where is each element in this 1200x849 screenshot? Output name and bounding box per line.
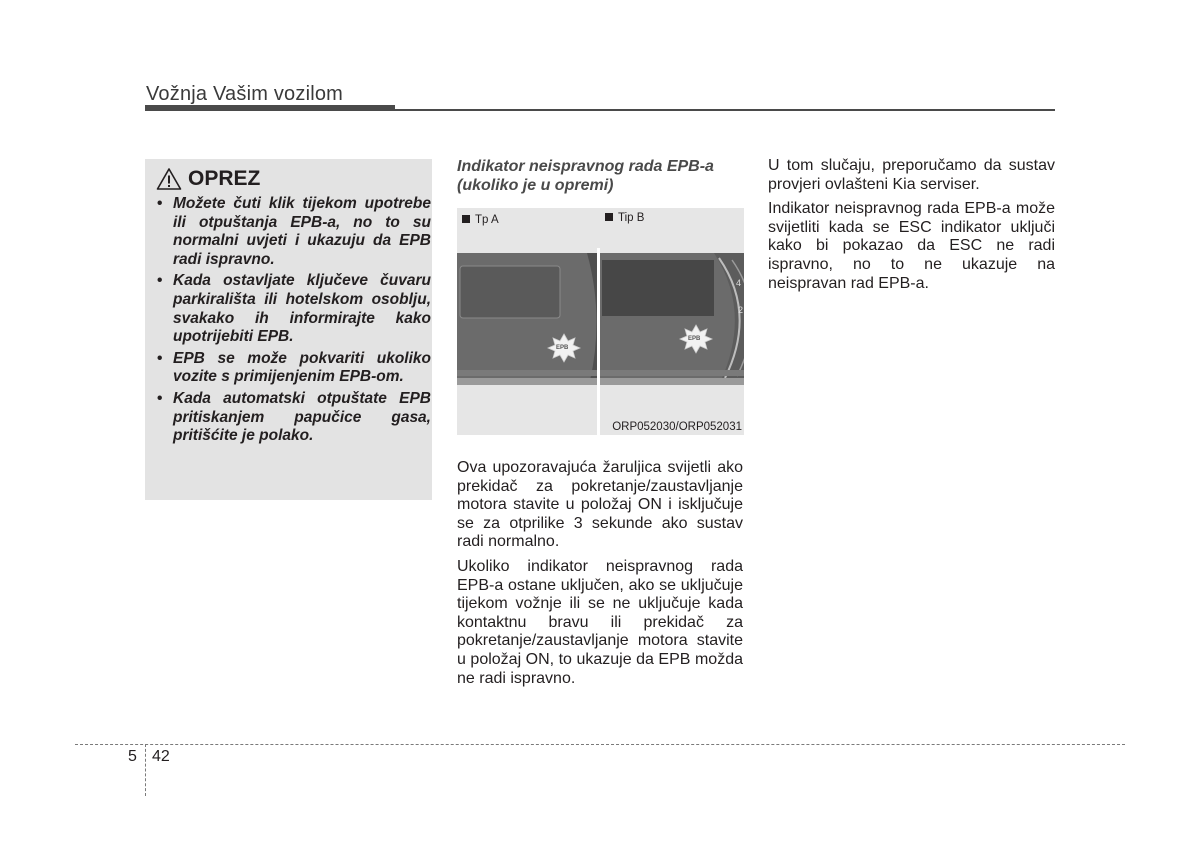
gauge-digit: 4	[736, 278, 742, 288]
caution-item: • Kada automatski otpuštate EPB pritiskanjem papučice gasa, pritišćite je polako.	[157, 390, 431, 446]
chapter-number: 5	[128, 748, 137, 765]
warning-triangle-icon	[156, 167, 182, 191]
page-number: 42	[152, 748, 170, 765]
footer-divider	[145, 744, 146, 796]
gauge-digit: 2	[738, 305, 744, 315]
figure-label-type-a	[462, 214, 499, 226]
figure-reference-code: ORP052030/ORP052031	[612, 421, 742, 433]
square-bullet-icon	[605, 213, 613, 221]
epb-indicator-badge-a: EPB	[556, 345, 569, 351]
paragraph: Indikator neispravnog rada EPB-a može svijetliti kada se ESC indikator uključi kako bi pokazao da ESC ne radi ispravno, no to ne ukazuje na neispravan rad EPB-a.	[768, 200, 1055, 292]
section-heading: Indikator neispravnog rada EPB-a (ukoliko je u opremi)	[457, 158, 714, 194]
figure-label-a-text: Tp A	[475, 214, 499, 226]
caution-title: OPREZ	[188, 167, 261, 190]
caution-item: • Možete čuti klik tijekom upotrebe ili otpuštanja EPB-a, no to su normalni uvjeti i ukazuju da EPB radi ispravno.	[157, 195, 431, 269]
caution-item: • EPB se može pokvariti ukoliko vozite s primijenjenim EPB-om.	[157, 350, 431, 387]
paragraph: Ukoliko indikator neispravnog rada EPB-a ostane uključen, ako se uključuje tijekom vožnje ili se ne uključuje kada kontaktnu bravu ili prekidač za pokretanje/zaustavljanje motora stavite u položaj ON, to ukazuje da EPB možda ne radi ispravno.	[457, 557, 743, 687]
caution-list	[153, 195, 431, 446]
caution-item: • Kada ostavljate ključeve čuvaru parkirališta ili hotelskom osoblju, svakako ih informirajte kako upotrijebiti EPB.	[157, 272, 431, 346]
header-rule-thin	[395, 109, 1055, 111]
indicator-figure	[457, 208, 744, 435]
page-header-title: Vožnja Vašim vozilom	[146, 83, 344, 105]
right-body-text	[768, 157, 1055, 299]
footer-rule	[75, 744, 1125, 745]
epb-indicator-badge-b: EPB	[688, 336, 701, 342]
figure-label-type-b	[605, 212, 644, 224]
square-bullet-icon	[462, 215, 470, 223]
middle-body-text	[457, 459, 743, 694]
paragraph: Ova upozoravajuća žaruljica svijetli ako prekidač za pokretanje/zaustavljanje motora stavite u položaj ON i isključuje se za otprilike 3 sekunde ako sustav radi normalno.	[457, 459, 743, 551]
header-rule	[145, 105, 395, 111]
paragraph: U tom slučaju, preporučamo da sustav provjeri ovlašteni Kia serviser.	[768, 157, 1055, 193]
instrument-cluster-illustration	[457, 208, 744, 435]
caution-header	[156, 167, 424, 191]
figure-label-b-text: Tip B	[618, 212, 645, 224]
caution-box	[145, 159, 432, 500]
